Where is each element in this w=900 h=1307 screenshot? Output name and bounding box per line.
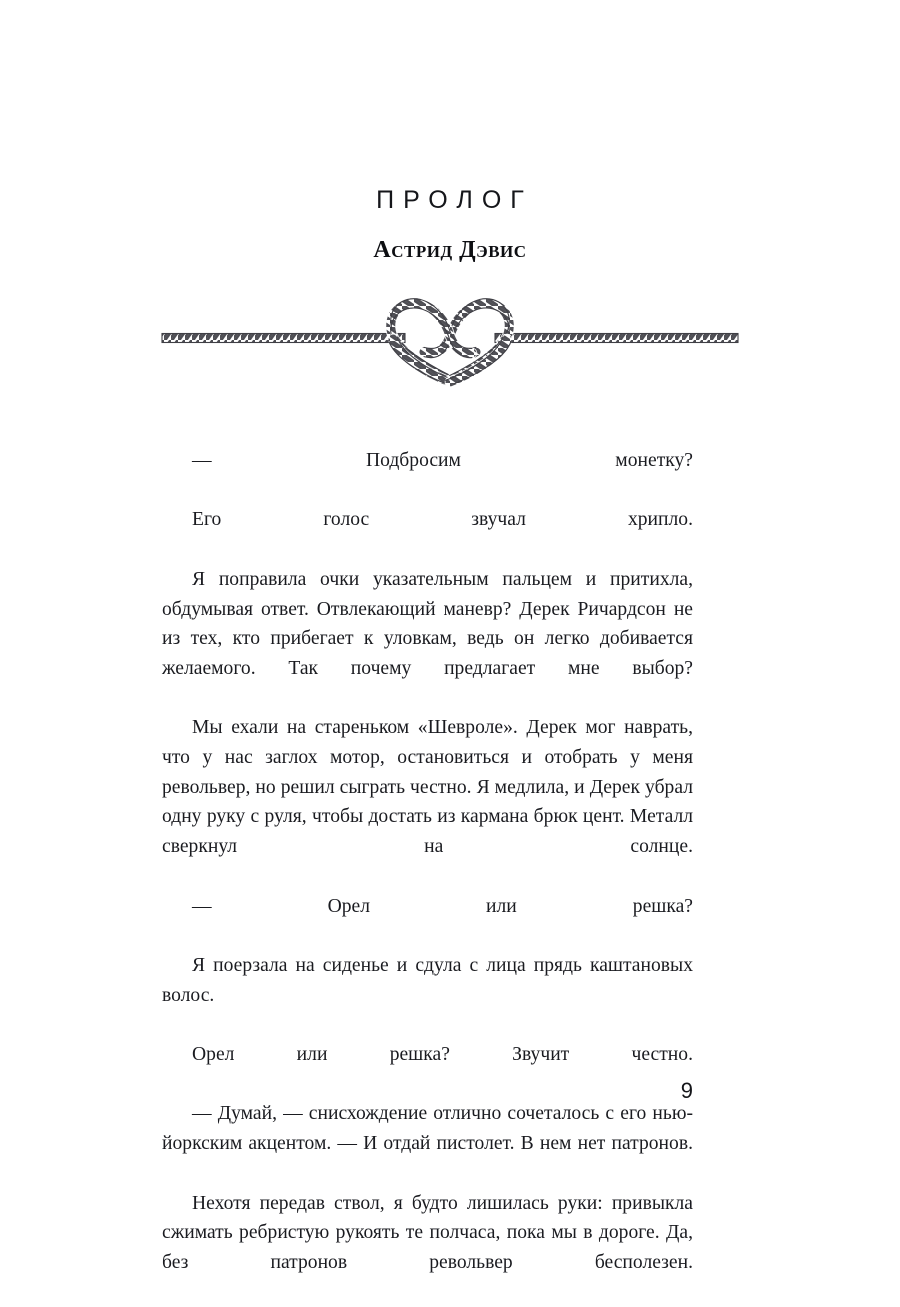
rope-heart-knot-divider: [150, 292, 750, 390]
paragraph: Мы ехали на стареньком «Шевроле». Дерек мог наврать, что у нас заглох мотор, остановиться и отобрать у меня револьвер, но решил сыграть честно. Я медлила, и Дерек убрал одну руку с руля, чтобы достать из кармана брюк цент. Металл сверкнул на солнце.: [162, 717, 693, 858]
rope-segment-left: [162, 334, 405, 343]
paragraph: Его голос звучал хрипло.: [192, 509, 693, 531]
paragraph: Орел или решка? Звучит честно.: [192, 1044, 693, 1066]
rope-segment-right: [495, 334, 738, 343]
chapter-author-name: Астрид Дэвис: [373, 237, 527, 263]
body-text: [162, 446, 693, 1307]
paragraph: Я поправила очки указательным пальцем и притихла, обдумывая ответ. Отвлекающий маневр? Дерек Ричардсон не из тех, кто прибегает к уловкам, ведь он легко добивается желаемого. Так почему предлагает мне выбор?: [162, 568, 693, 679]
paragraph: — Подбросим монетку?: [192, 450, 693, 471]
paragraph: Я поерзала на сиденье и сдула с лица прядь каштановых волос.: [162, 954, 693, 1006]
page-title: ПРОЛОГ: [376, 186, 533, 214]
paragraph: — Орел или решка?: [192, 895, 693, 917]
page-number: 9: [680, 1078, 693, 1103]
heart-knot: [389, 299, 512, 385]
paragraph: Нехотя передав ствол, я будто лишилась руки: привыкла сжимать ребристую рукоять те полчаса, пока мы в дороге. Да, без патронов револьвер бесполезен.: [162, 1192, 693, 1273]
rope-heart-knot-icon: [150, 292, 750, 390]
chapter-heading-block: [0, 188, 900, 262]
paragraph: — Думай, — снисхождение отлично сочеталось с его нью-йоркским акцентом. — И отдай пистолет. В нем нет патронов.: [162, 1103, 693, 1155]
